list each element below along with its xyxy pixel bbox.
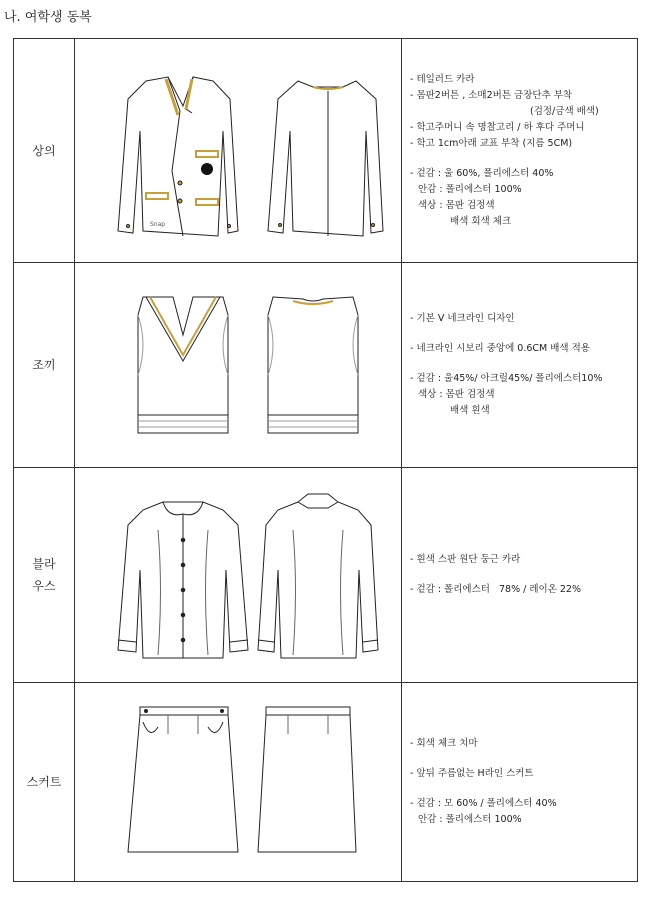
vest-drawing [88,275,388,455]
jacket-drawing [88,51,388,251]
snap-badge: Snap [150,220,166,228]
category-cell [14,468,75,683]
table-row-blouse [14,468,638,683]
table-row-skirt [14,683,638,882]
desc-line: 색상 : 몸판 검정색 [418,389,495,400]
skirt-drawing [88,692,388,872]
category-cell [14,263,75,468]
jacket-description-cell [402,39,638,263]
desc-line: - 학고 1cm아래 교표 부착 (지름 5CM) [410,137,573,149]
vest-illustration-cell [75,263,402,468]
desc-line: - 흰색 스판 원단 둥근 카라 [410,554,521,565]
desc-line: - 겉감 : 폴리에스터 78% / 레이온 22% [410,584,582,595]
blouse-front [118,502,248,658]
desc-line: 배색 회색 체크 [450,215,512,227]
category-label: 상의 [32,143,56,158]
category-label: 스커트 [26,775,62,789]
section-title: 나. 여학생 동복 [4,10,92,25]
desc-line: 색상 : 몸판 검정색 [418,199,495,211]
category-cell [14,683,75,882]
desc-line: - 겉감 : 울 60%, 폴리에스터 40% [410,167,554,179]
uniform-spec-table [13,38,638,882]
skirt-front [128,707,238,852]
category-cell [14,39,75,263]
desc-line: 배색 흰색 [450,405,490,416]
jacket-back [268,81,383,236]
desc-line: - 기본 V 네크라인 디자인 [410,313,515,324]
desc-line: - 회색 체크 치마 [410,738,478,749]
desc-line: 안감 : 폴리에스터 100% [418,183,522,195]
jacket-front [118,77,238,236]
desc-line: - 테일러드 카라 [410,73,475,85]
desc-line: - 몸판2버튼 , 소매2버튼 금장단추 부착 [410,89,573,101]
skirt-back [258,707,356,852]
skirt-description-cell [402,683,638,882]
blouse-illustration-cell [75,468,402,683]
vest-front [138,297,228,433]
desc-line: (검정/금색 배색) [530,105,599,117]
blouse-drawing [88,480,388,670]
category-label: 조끼 [32,358,56,372]
desc-line: - 네크라인 시보리 중앙에 0.6CM 배색 적용 [410,343,590,354]
category-label: 블라 우스 [32,557,56,593]
desc-line: - 학고주머니 속 명찰고리 / 하 후다 주머니 [410,121,585,133]
table-row-vest [14,263,638,468]
table-row-jacket [14,39,638,263]
blouse-description-cell [402,468,638,683]
blouse-back [258,494,378,658]
vest-description-cell [402,263,638,468]
desc-line: - 앞뒤 주름없는 H라인 스커트 [410,768,534,779]
jacket-illustration-cell [75,39,402,263]
desc-line: - 겉감 : 모 60% / 폴리에스터 40% [410,798,557,809]
skirt-illustration-cell [75,683,402,882]
desc-line: 안감 : 폴리에스터 100% [418,814,522,825]
vest-back [268,297,358,433]
desc-line: - 겉감 : 울45%/ 아크릴45%/ 폴리에스터10% [410,373,603,384]
